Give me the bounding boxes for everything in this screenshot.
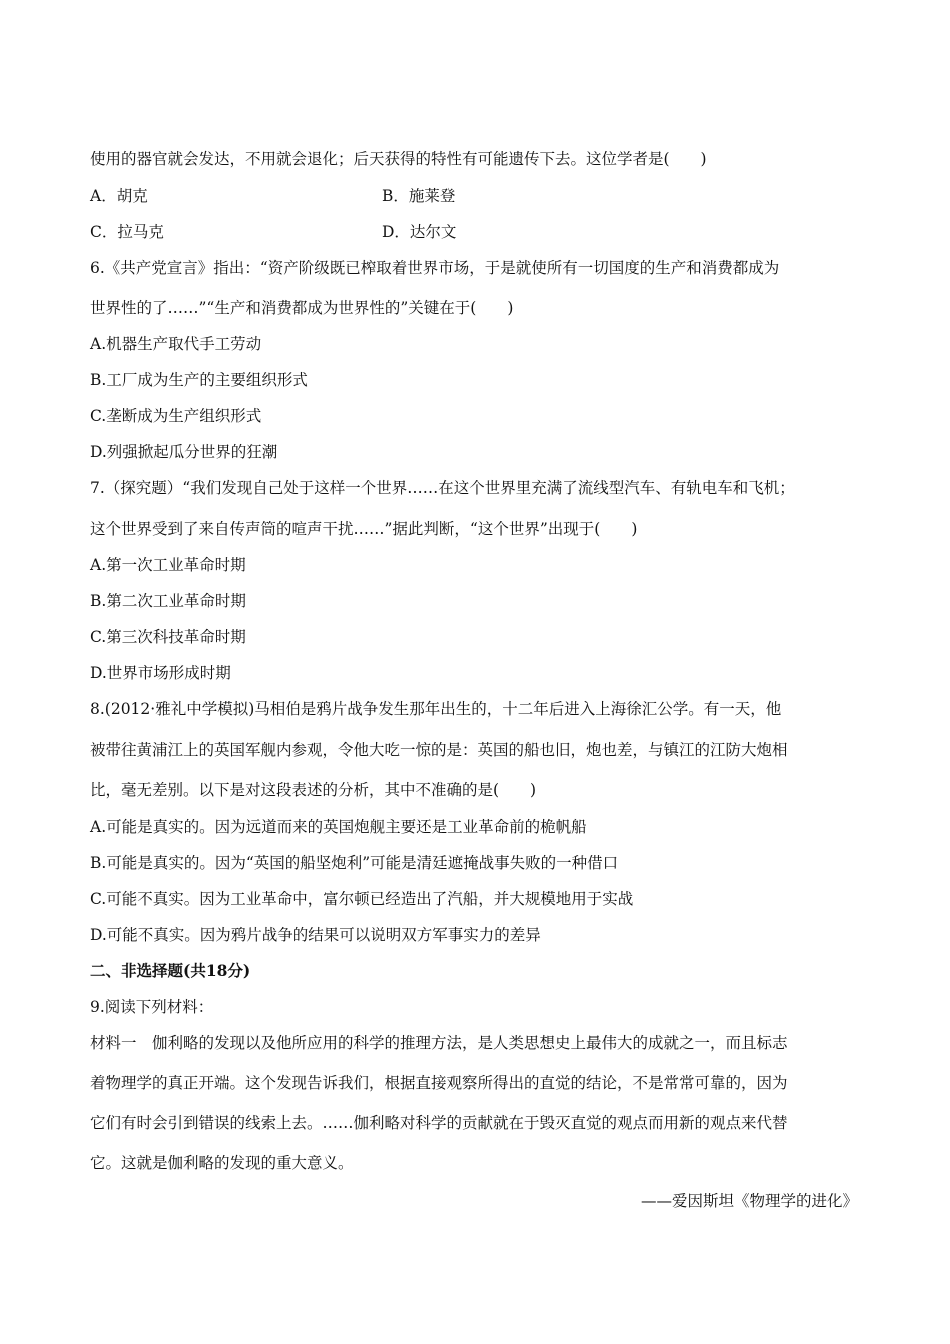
q5-option-c: C．拉马克 [90,223,164,241]
q9-material1-line1: 材料一 伽利略的发现以及他所应用的科学的推理方法，是人类思想史上最伟大的成就之一，而且标志 [90,1034,788,1052]
q9-material1-line3: 它们有时会引到错误的线索上去。……伽利略对科学的贡献就在于毁灭直觉的观点而用新的观点来代替 [90,1114,788,1132]
q6-stem-line1: 6.《共产党宣言》指出：“资产阶级既已榨取着世界市场，于是就使所有一切国度的生产和消费都成为 [90,259,780,277]
q6-option-b: B.工厂成为生产的主要组织形式 [90,371,308,389]
q7-stem-line2: 这个世界受到了来自传声筒的喧声干扰……”据此判断，“这个世界”出现于( ) [90,520,638,538]
q8-option-a: A.可能是真实的。因为远道而来的英国炮舰主要还是工业革命前的桅帆船 [90,818,587,836]
q7-option-b: B.第二次工业革命时期 [90,592,246,610]
q6-option-c: C.垄断成为生产组织形式 [90,407,262,425]
q9-material1-line2: 着物理学的真正开端。这个发现告诉我们，根据直接观察所得出的直觉的结论，不是常常可靠的，因为 [90,1074,788,1092]
q8-stem-line3: 比，毫无差别。以下是对这段表述的分析，其中不准确的是( ) [90,781,537,799]
section2-heading: 二、非选择题(共18分) [90,961,251,980]
q9-intro: 9.阅读下列材料： [90,998,214,1016]
q6-option-a: A.机器生产取代手工劳动 [90,335,262,353]
q7-option-c: C.第三次科技革命时期 [90,628,246,646]
q5-options-row1 [90,186,850,206]
q8-option-d: D.可能不真实。因为鸦片战争的结果可以说明双方军事实力的差异 [90,926,541,944]
q8-option-c: C.可能不真实。因为工业革命中，富尔顿已经造出了汽船，并大规模地用于实战 [90,890,634,908]
q9-material1-source: ——爱因斯坦《物理学的进化》 [640,1192,858,1210]
q8-stem-line2: 被带往黄浦江上的英国军舰内参观，令他大吃一惊的是：英国的船也旧，炮也差，与镇江的江防大炮相 [90,741,788,759]
q7-option-d: D.世界市场形成时期 [90,664,231,682]
q6-stem-line2: 世界性的了……”“生产和消费都成为世界性的”关键在于( ) [90,299,514,317]
q5-option-b: B．施莱登 [382,187,456,205]
q5-option-a: A．胡克 [90,187,148,205]
q8-stem-line1: 8.(2012·雅礼中学模拟)马相伯是鸦片战争发生那年出生的，十二年后进入上海徐汇公学。有一天，他 [90,700,782,718]
q5-text-tail: 使用的器官就会发达，不用就会退化；后天获得的特性有可能遗传下去。这位学者是( ) [90,150,707,168]
q5-option-d: D．达尔文 [382,223,457,241]
q6-option-d: D.列强掀起瓜分世界的狂潮 [90,443,278,461]
q8-option-b: B.可能是真实的。因为“英国的船坚炮利”可能是清廷遮掩战事失败的一种借口 [90,854,619,872]
q7-option-a: A.第一次工业革命时期 [90,556,246,574]
q5-options-row2 [90,222,850,242]
q7-stem-line1: 7.（探究题）“我们发现自己处于这样一个世界……在这个世界里充满了流线型汽车、有轨电车和飞机； [90,479,795,497]
q9-material1-line4: 它。这就是伽利略的发现的重大意义。 [90,1154,354,1172]
